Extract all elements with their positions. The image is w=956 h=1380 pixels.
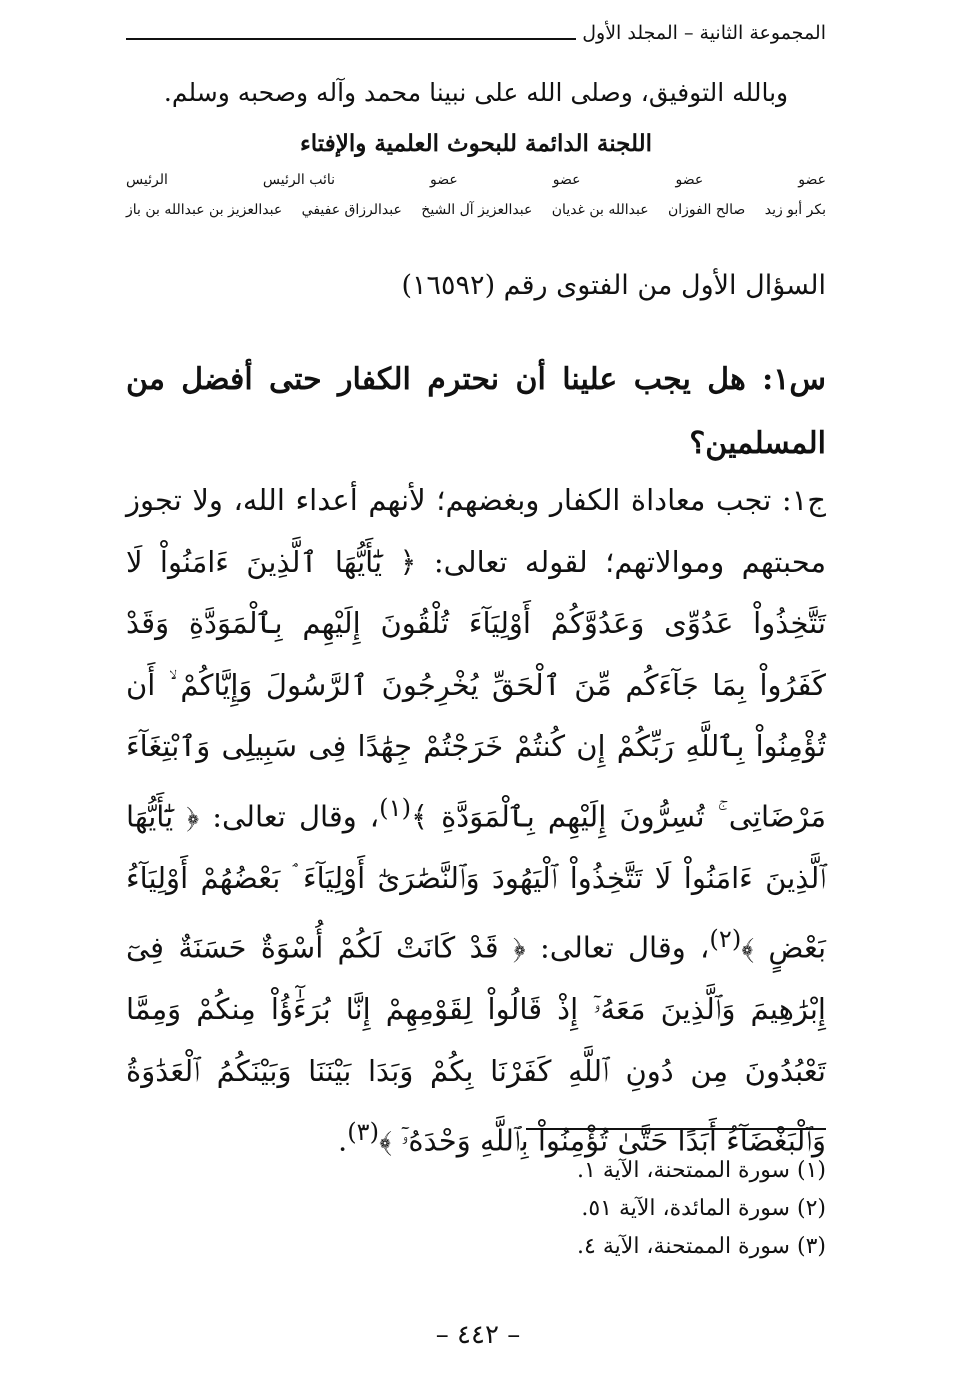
footnotes bbox=[126, 1152, 826, 1266]
member-role: عضو bbox=[798, 172, 826, 188]
quran-verse-3: ﴿ قَدْ كَانَتْ لَكُمْ أُسْوَةٌ حَسَنَةٌ فِىٓ إِبْرَٰهِيمَ وَٱلَّذِينَ مَعَهُۥٓ إِذْ قَالُواْ لِقَوْمِهِمْ إِنَّا بُرَءَٰٓؤُاْ مِنكُمْ وَمِمَّا تَعْبُدُونَ مِن دُونِ ٱللَّهِ كَفَرْنَا بِكُمْ وَبَدَا بَيْنَنَا وَبَيْنَكُمُ ٱلْعَدَٰوَةُ وَٱلْبَغْضَآءُ أَبَدًا حَتَّىٰ تُؤْمِنُواْ بِٱللَّهِ وَحْدَهُۥٓ ﴾ bbox=[126, 930, 826, 1158]
footnote-item: (٣) سورة الممتحنة، الآية ٤. bbox=[577, 1234, 826, 1259]
running-header-title: المجموعة الثانية – المجلد الأول bbox=[582, 22, 826, 44]
running-header bbox=[126, 22, 826, 44]
member-name: عبدالعزيز بن عبدالله بن باز bbox=[126, 202, 283, 218]
member-name: عبدالرزاق عفيفي bbox=[301, 202, 402, 218]
running-header-rule bbox=[126, 38, 576, 40]
quran-verse-1: ﴿ يَٰٓأَيُّهَا ٱلَّذِينَ ءَامَنُواْ لَا تَتَّخِذُواْ عَدُوِّى وَعَدُوَّكُمْ أَوْلِيَآءَ تُلْقُونَ إِلَيْهِم بِٱلْمَوَدَّةِ وَقَدْ كَفَرُواْ بِمَا جَآءَكُم مِّنَ ٱلْحَقِّ يُخْرِجُونَ ٱلرَّسُولَ وَإِيَّاكُمْ ۙ أَن تُؤْمِنُواْ بِٱللَّهِ رَبِّكُمْ إِن كُنتُمْ خَرَجْتُمْ جِهَٰدًا فِى سَبِيلِى وَٱبْتِغَآءَ مَرْضَاتِى ۚ تُسِرُّونَ إِلَيْهِم بِٱلْمَوَدَّةِ ﴾ bbox=[126, 544, 826, 834]
closing-formula: وبالله التوفيق، وصلى الله على نبينا محمد وآله وصحبه وسلم. bbox=[163, 78, 789, 107]
answer-connector: ، وقال تعالى: bbox=[212, 799, 380, 834]
member-roles-row bbox=[126, 172, 826, 188]
question-text: س١: هل يجب علينا أن نحترم الكفار حتى أفضل من المسلمين؟ bbox=[126, 362, 826, 461]
answer-end: . bbox=[337, 1123, 348, 1158]
member-role: الرئيس bbox=[126, 172, 168, 188]
quran-verse-2: ﴿ يَٰٓأَيُّهَا ٱلَّذِينَ ءَامَنُواْ لَا تَتَّخِذُواْ ٱلْيَهُودَ وَٱلنَّصَٰرَىٰٓ أَوْلِيَآءَ ۘ بَعْضُهُمْ أَوْلِيَآءُ بَعْضٍ ﴾ bbox=[126, 799, 827, 965]
fatwa-heading: السؤال الأول من الفتوى رقم (١٦٥٩٢) bbox=[401, 270, 826, 301]
footnote-item: (٢) سورة المائدة، الآية ٥١. bbox=[581, 1196, 826, 1221]
member-name: بكر أبو زيد bbox=[764, 202, 826, 218]
member-names-row bbox=[126, 202, 826, 218]
footnote-item: (١) سورة الممتحنة، الآية ١. bbox=[577, 1158, 826, 1183]
footnote-separator bbox=[526, 1128, 826, 1130]
footnote-ref-1: (١) bbox=[379, 793, 412, 822]
member-name: عبدالعزيز آل الشيخ bbox=[421, 202, 533, 218]
footnote-ref-3: (٣) bbox=[347, 1118, 380, 1147]
answer-connector: ، وقال تعالى: bbox=[540, 930, 710, 965]
answer-lead: ج١: تجب معاداة الكفار وبغضهم؛ لأنهم أعداء الله، ولا تجوز محبتهم وموالاتهم؛ لقوله تعالى: bbox=[126, 483, 826, 579]
member-role: عضو bbox=[552, 172, 581, 188]
footnote-ref-2: (٢) bbox=[709, 925, 742, 954]
page-number: – ٤٤٢ – bbox=[435, 1320, 521, 1350]
committee-title: اللجنة الدائمة للبحوث العلمية والإفتاء bbox=[299, 130, 653, 157]
member-name: صالح الفوزان bbox=[667, 202, 746, 218]
member-name: عبدالله بن غديان bbox=[551, 202, 649, 218]
answer-text bbox=[126, 470, 826, 1172]
member-role: نائب الرئيس bbox=[262, 172, 335, 188]
member-role: عضو bbox=[430, 172, 458, 188]
committee-members bbox=[126, 172, 826, 218]
member-role: عضو bbox=[675, 172, 704, 188]
